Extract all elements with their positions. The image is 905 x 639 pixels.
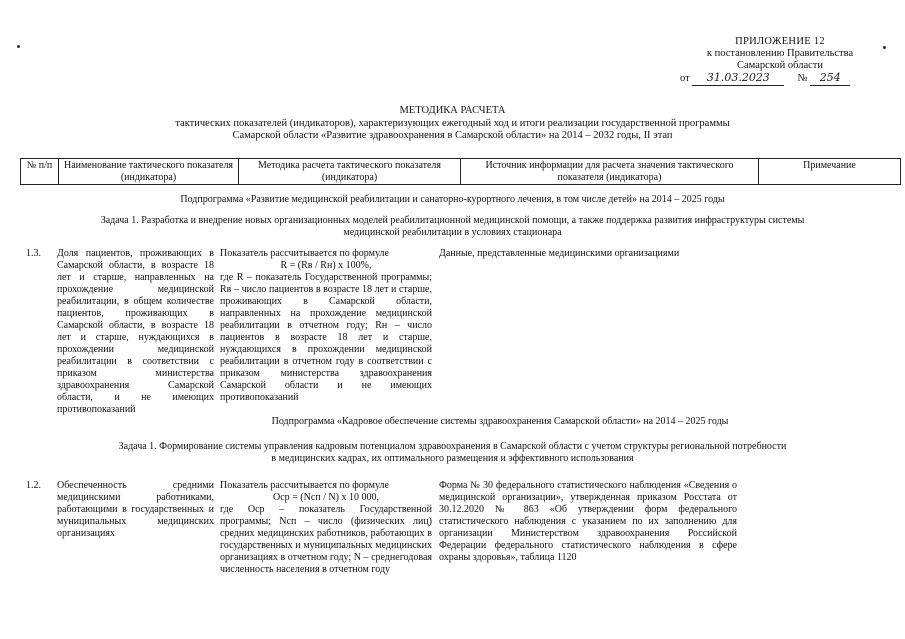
date-underline xyxy=(692,72,784,86)
row-1-2-formula: Оср = (Nсп / N) х 10 000, xyxy=(273,492,379,503)
row-1-3-name: Доля пациентов, проживающих в Самарской области, в возрасте 18 лет и старше, направленных на прохождение медицинской реабилитации, в общем количестве пациентов, проживающих в Самарской области, в возрасте 18 лет и старше, нуждающихся в прохождении медицинской реабилитации в соответствии с приказом министерства здравоохранения Самарской области, и не имеющих противопоказаний xyxy=(57,248,214,415)
task-2-title xyxy=(0,441,905,465)
row-1-2-method-intro: Показатель рассчитывается по формуле xyxy=(220,480,389,491)
header-col-source: Источник информации для расчета значения тактического показателя (индикатора) xyxy=(461,159,759,185)
row-1-3-source: Данные, представленные медицинскими организациями xyxy=(439,248,680,259)
row-1-2-method xyxy=(220,480,432,576)
task-2-line1: Задача 1. Формирование системы управления кадровым потенциалом здравоохранения в Самарской области с учетом структуры региональной потребности xyxy=(118,441,787,452)
appendix-block xyxy=(660,36,900,72)
row-1-3-method-intro: Показатель рассчитывается по формуле xyxy=(220,248,389,259)
handwritten-date: 31.03.2023 xyxy=(706,71,770,84)
doc-title-line2: тактических показателей (индикаторов), характеризующих ежегодный ход и итоги реализации государственной программы xyxy=(175,117,730,129)
row-1-2-number: 1.2. xyxy=(26,480,41,491)
doc-title-line3: Самарской области «Развитие здравоохранения в Самарской области» на 2014 – 2032 годы, II этап xyxy=(232,130,673,141)
appendix-line1: к постановлению Правительства xyxy=(706,48,854,59)
number-underline xyxy=(810,72,850,86)
date-prefix: от xyxy=(680,73,690,84)
header-col-method: Методика расчета тактического показателя (индикатора) xyxy=(239,159,461,185)
row-1-3-method xyxy=(220,248,432,404)
table-header xyxy=(20,158,901,185)
row-1-2-source: Форма № 30 федерального статистического наблюдения «Сведения о медицинской организации», утвержденная приказом Росстата от 30.12.2020 № 863 «Об утверждении форм федерального статистического наблюдения с указанием по их заполнению для организации Министерством здравоохранения Российской Федерации федерального статистического наблюдения в сфере охраны здоровья», таблица 1120 xyxy=(439,480,737,563)
header-col-num: № п/п xyxy=(21,159,59,185)
scan-speck xyxy=(883,46,886,49)
header-col-name: Наименование тактического показателя (индикатора) xyxy=(59,159,239,185)
appendix-date-row xyxy=(680,72,860,86)
task-1-line1: Задача 1. Разработка и внедрение новых организационных моделей реабилитационной медицинской помощи, а также поддержка развития инфраструктуры системы xyxy=(100,215,805,226)
task-1-line2: медицинской реабилитации в условиях стационара xyxy=(343,227,562,238)
row-1-2-method-rest: где Оср – показатель Государственной программы; Nсп – число (физических лиц) средних медицинских работников, работающих в государственных и муниципальных медицинских организациях в отчетном году; N – среднегодовая численность населения в отчетном году xyxy=(220,504,432,575)
number-prefix: № xyxy=(797,73,808,84)
row-1-3-number: 1.3. xyxy=(26,248,41,259)
handwritten-number: 254 xyxy=(819,71,841,84)
header-col-note: Примечание xyxy=(759,159,901,185)
doc-title xyxy=(0,105,905,143)
task-1-title xyxy=(0,215,905,239)
row-1-3-method-rest: где R – показатель Государственной программы; Rв – число пациентов в возрасте 18 лет и старше, проживающих в Самарской области, направленных на прохождение медицинской реабилитации в отчетном году; Rн – число пациентов в возрасте 18 лет и старше, нуждающихся в прохождении медицинской реабилитации в отчетном году в соответствии с приказом министерства здравоохранения Самарской области и не имеющих противопоказаний xyxy=(220,272,432,403)
appendix-title: ПРИЛОЖЕНИЕ 12 xyxy=(735,36,825,47)
row-1-2-name: Обеспеченность средними медицинскими работниками, работающими в государственных и муниципальных медицинских организациях xyxy=(57,480,214,539)
task-2-line2: в медицинских кадрах, их оптимального размещения и эффективного использования xyxy=(271,453,634,464)
subprogram-1-title: Подпрограмма «Развитие медицинской реабилитации и санаторно-курортного лечения, в том числе детей» на 2014 – 2025 годы xyxy=(180,194,725,205)
row-1-3-formula: R = (Rв / Rн) х 100%, xyxy=(280,260,372,271)
scan-speck xyxy=(17,45,20,48)
doc-title-line1: МЕТОДИКА РАСЧЕТА xyxy=(399,105,506,116)
subprogram-2-title: Подпрограмма «Кадровое обеспечение системы здравоохранения Самарской области» на 2014 – 2025 годы xyxy=(271,416,729,427)
appendix-line2: Самарской области xyxy=(737,60,823,71)
